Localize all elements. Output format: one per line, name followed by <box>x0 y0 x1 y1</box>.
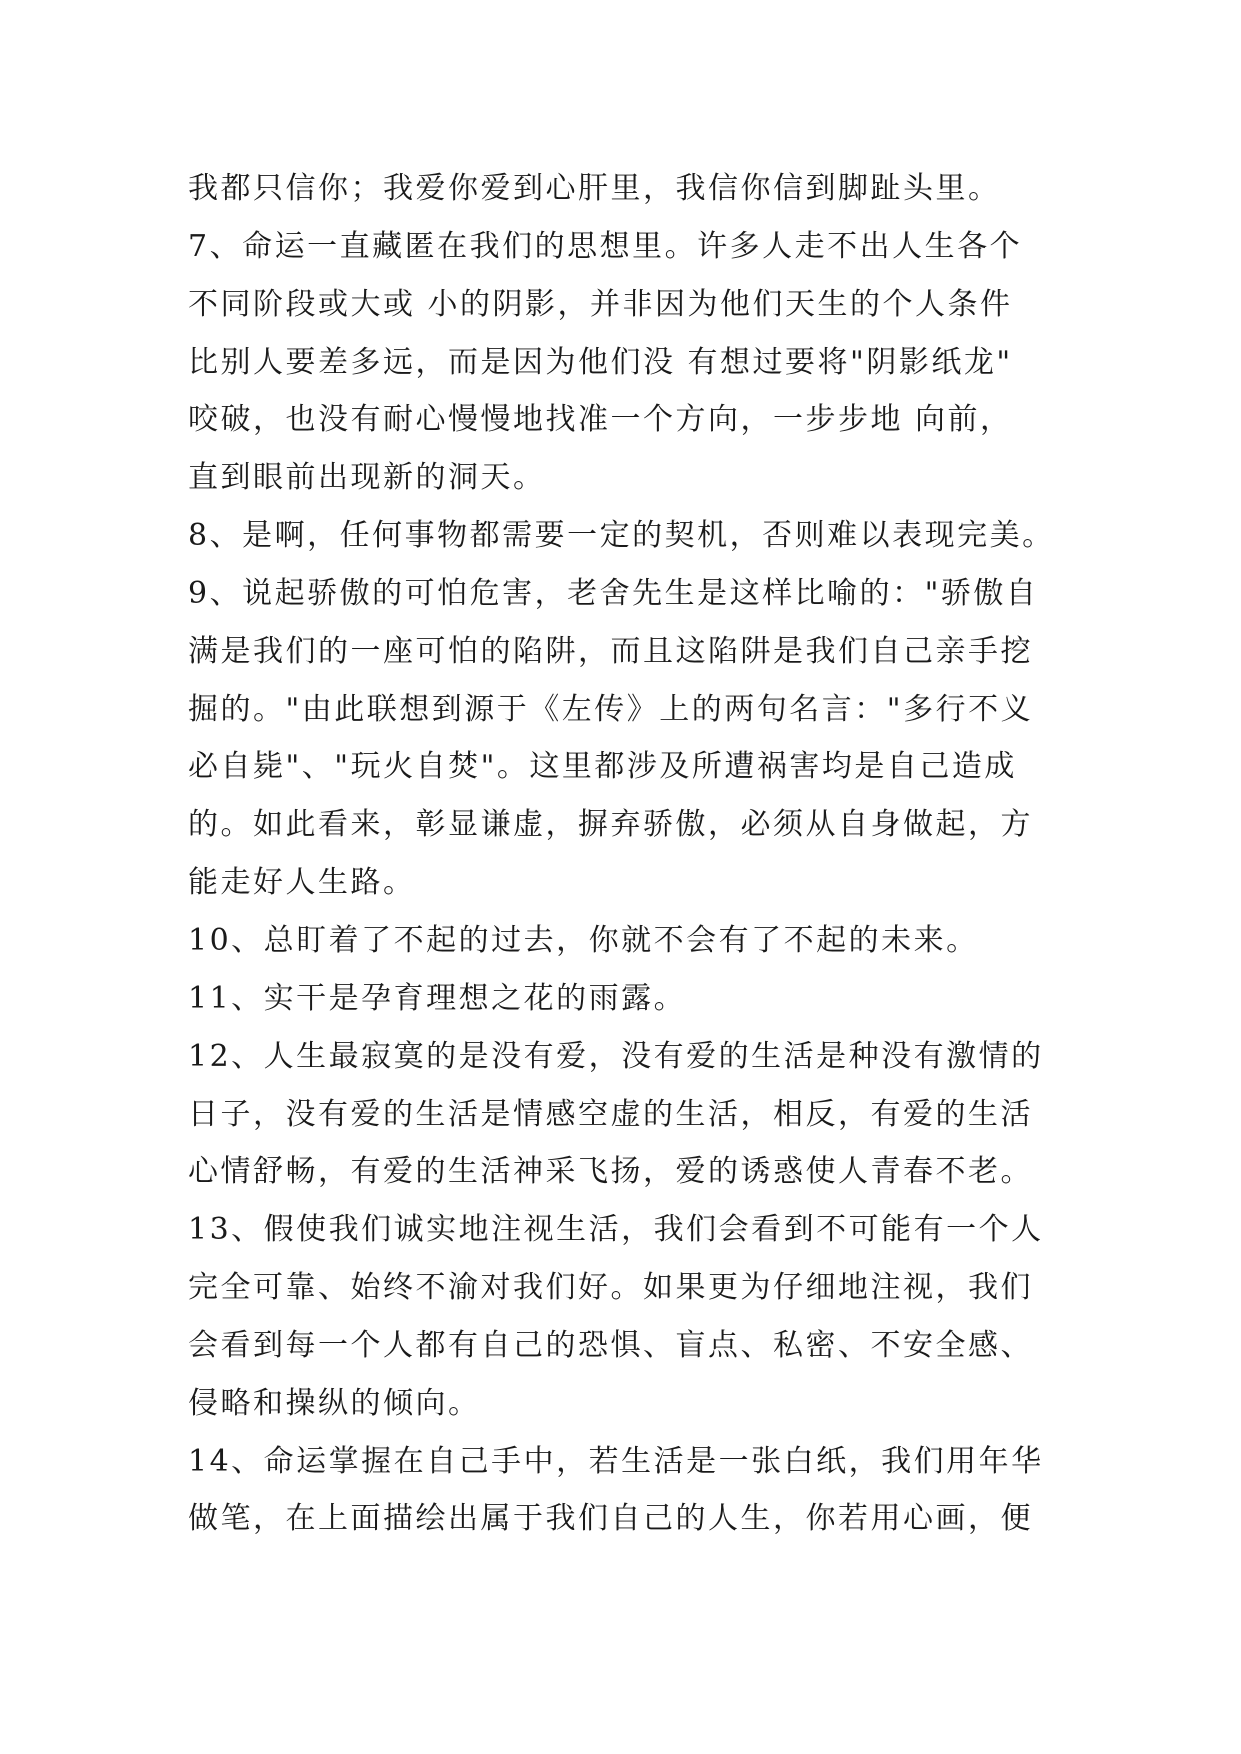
text-line: 完全可靠、始终不渝对我们好。如果更为仔细地注视，我们 <box>188 1270 1033 1306</box>
text-line: 做笔，在上面描绘出属于我们自己的人生，你若用心画，便 <box>188 1501 1033 1537</box>
text-line: 心情舒畅，有爱的生活神采飞扬，爱的诱惑使人青春不老。 <box>188 1154 1033 1190</box>
text-line: 侵略和操纵的倾向。 <box>188 1385 481 1421</box>
text-line: 14、命运掌握在自己手中，若生活是一张白纸，我们用年华 <box>188 1443 1044 1479</box>
document-body <box>188 160 1088 1548</box>
text-line: 必自毙"、"玩火自焚"。这里都涉及所遭祸害均是自己造成 <box>188 749 1017 785</box>
text-line: 会看到每一个人都有自己的恐惧、盲点、私密、不安全感、 <box>188 1327 1033 1363</box>
text-line: 13、假使我们诚实地注视生活，我们会看到不可能有一个人 <box>188 1212 1044 1248</box>
text-line: 10、总盯着了不起的过去，你就不会有了不起的未来。 <box>188 922 979 958</box>
text-line: 掘的。"由此联想到源于《左传》上的两句名言："多行不义 <box>188 691 1034 727</box>
text-line: 我都只信你；我爱你爱到心肝里，我信你信到脚趾头里。 <box>188 171 1001 206</box>
text-line: 满是我们的一座可怕的陷阱，而且这陷阱是我们自己亲手挖 <box>188 633 1033 669</box>
text-line: 11、实干是孕育理想之花的雨露。 <box>188 980 687 1016</box>
text-line: 7、命运一直藏匿在我们的思想里。许多人走不出人生各个 <box>188 228 1023 264</box>
text-line: 12、人生最寂寞的是没有爱，没有爱的生活是种没有激情的 <box>188 1038 1044 1074</box>
text-line: 9、说起骄傲的可怕危害，老舍先生是这样比喻的："骄傲自 <box>188 575 1039 611</box>
text-line: 日子，没有爱的生活是情感空虚的生活，相反，有爱的生活 <box>188 1096 1033 1132</box>
text-line: 直到眼前出现新的洞天。 <box>188 460 546 496</box>
text-line: 不同阶段或大或 小的阴影，并非因为他们天生的个人条件 <box>188 286 1013 322</box>
text-line: 能走好人生路。 <box>188 865 416 901</box>
text-line: 的。如此看来，彰显谦虚，摒弃骄傲，必须从自身做起，方 <box>188 807 1033 843</box>
text-line: 8、是啊，任何事物都需要一定的契机，否则难以表现完美。 <box>188 518 1055 554</box>
text-line: 比别人要差多远，而是因为他们没 有想过要将"阴影纸龙" <box>188 344 1013 380</box>
text-line: 咬破，也没有耐心慢慢地找准一个方向，一步步地 向前， <box>188 402 1013 438</box>
